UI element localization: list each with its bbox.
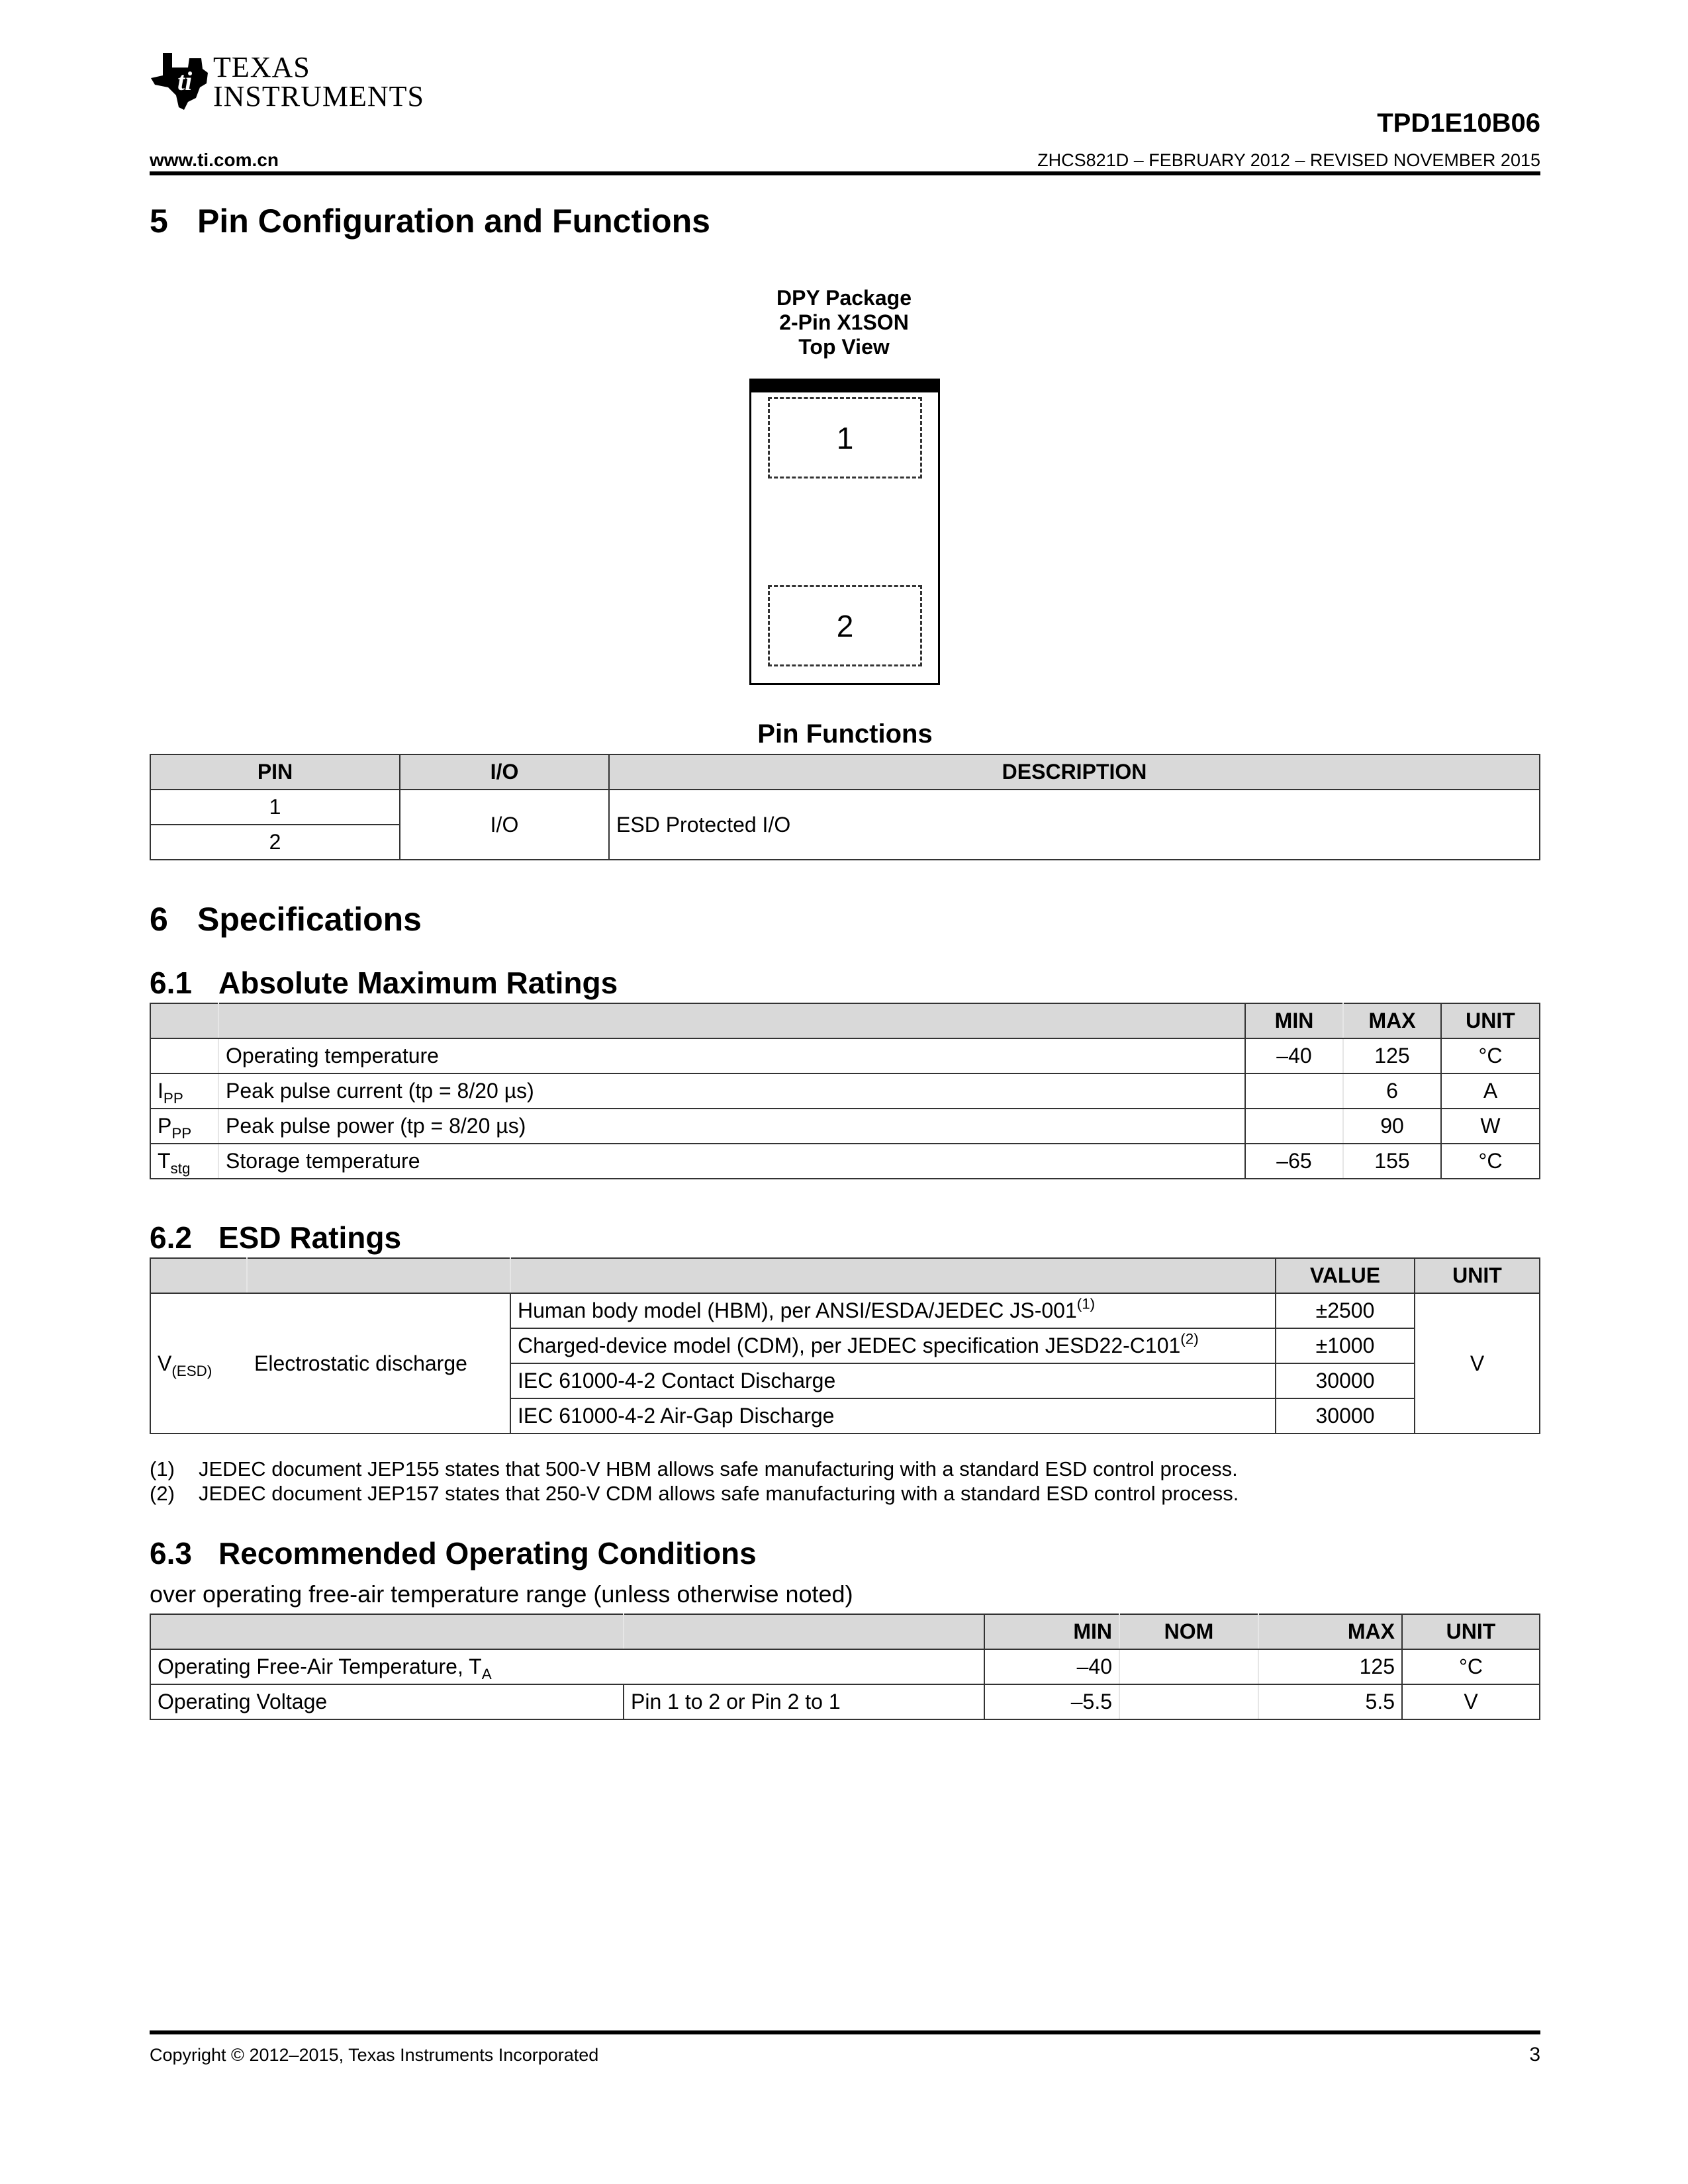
pin-functions-title: Pin Functions	[757, 719, 933, 749]
min-value	[1245, 1109, 1343, 1144]
col-header-pin: PIN	[150, 754, 400, 790]
page-number: 3	[1529, 2044, 1540, 2066]
parameter: Operating temperature	[218, 1038, 1245, 1073]
unit: °C	[1402, 1649, 1540, 1684]
col-header-min: MIN	[984, 1614, 1119, 1649]
footer-divider	[150, 2030, 1540, 2034]
nom-value	[1119, 1684, 1258, 1719]
section-6-heading: 6 Specifications	[150, 901, 422, 938]
esd-symbol: $V_{(ESD)}$	[150, 1293, 247, 1433]
col-header-nom: NOM	[1119, 1614, 1258, 1649]
max-value: 90	[1343, 1109, 1441, 1144]
unit: W	[1441, 1109, 1540, 1144]
symbol: $I_{PP}$	[150, 1073, 218, 1109]
table-row	[150, 1038, 1540, 1073]
pin-pad-1: 1	[768, 397, 922, 478]
footnote-1: (1) JEDEC document JEP155 states that 500-V HBM allows safe manufacturing with a standard ESD control process.	[150, 1457, 1238, 1480]
nom-value	[1119, 1649, 1258, 1684]
pin-number: 1	[150, 790, 400, 825]
document-id: ZHCS821D – FEBRUARY 2012 – REVISED NOVEMBER 2015	[1037, 150, 1540, 170]
part-number: TPD1E10B06	[1377, 109, 1540, 138]
esd-condition: IEC 61000-4-2 Air-Gap Discharge	[510, 1398, 1276, 1433]
max-value: 125	[1258, 1649, 1402, 1684]
table-row	[150, 1109, 1540, 1144]
table-row	[150, 1684, 1540, 1719]
table-row	[150, 1073, 1540, 1109]
table-row	[150, 790, 1540, 825]
esd-value: ±1000	[1276, 1328, 1415, 1363]
brand-line-1: TEXAS	[213, 51, 310, 83]
col-header-min: MIN	[1245, 1003, 1343, 1038]
unit: °C	[1441, 1038, 1540, 1073]
max-value: 155	[1343, 1144, 1441, 1179]
pin-number: 2	[150, 825, 400, 860]
unit: V	[1402, 1684, 1540, 1719]
min-value	[1245, 1073, 1343, 1109]
ti-logo	[150, 48, 425, 114]
esd-condition: IEC 61000-4-2 Contact Discharge	[510, 1363, 1276, 1398]
col-header-value: VALUE	[1276, 1258, 1415, 1293]
col-header-unit: UNIT	[1441, 1003, 1540, 1038]
esd-unit: V	[1415, 1293, 1540, 1433]
pin1-indicator-bar	[751, 381, 938, 392]
symbol: $P_{PP}$	[150, 1109, 218, 1144]
min-value: –5.5	[984, 1684, 1119, 1719]
footnote-ref[interactable]: (2)	[1180, 1330, 1199, 1347]
parameter: Operating Voltage	[150, 1684, 624, 1719]
max-value: 125	[1343, 1038, 1441, 1073]
table-row	[150, 1144, 1540, 1179]
footnote-ref[interactable]: (1)	[1076, 1295, 1096, 1312]
unit: °C	[1441, 1144, 1540, 1179]
col-header-io: I/O	[400, 754, 609, 790]
parameter: Peak pulse power (tp = 8/20 µs)	[218, 1109, 1245, 1144]
absolute-maximum-ratings-table	[150, 1003, 1540, 1179]
table-row	[150, 1649, 1540, 1684]
section-6-1-heading: 6.1 Absolute Maximum Ratings	[150, 966, 618, 1000]
pin-functions-table	[150, 754, 1540, 860]
col-header-unit: UNIT	[1415, 1258, 1540, 1293]
col-header-description: DESCRIPTION	[609, 754, 1540, 790]
conditions-note: over operating free-air temperature range (unless otherwise noted)	[150, 1580, 853, 1608]
symbol: $T_{stg}$	[150, 1144, 218, 1179]
package-diagram	[749, 379, 940, 685]
ti-texas-logo-icon	[150, 49, 211, 110]
max-value: 5.5	[1258, 1684, 1402, 1719]
pin-description: ESD Protected I/O	[609, 790, 1540, 860]
package-caption: DPY Package 2-Pin X1SON Top View	[776, 286, 912, 359]
esd-condition: Charged-device model (CDM), per JEDEC specification JESD22-C101$^{(2)}$	[510, 1328, 1276, 1363]
min-value: –65	[1245, 1144, 1343, 1179]
col-header-max: MAX	[1343, 1003, 1441, 1038]
section-5-heading: 5 Pin Configuration and Functions	[150, 203, 710, 240]
parameter: Operating Free-Air Temperature, $T_A$	[150, 1649, 984, 1684]
esd-value: 30000	[1276, 1398, 1415, 1433]
unit: A	[1441, 1073, 1540, 1109]
col-header-max: MAX	[1258, 1614, 1402, 1649]
pin-io: I/O	[400, 790, 609, 860]
section-6-3-heading: 6.3 Recommended Operating Conditions	[150, 1536, 757, 1570]
brand-line-2: INSTRUMENTS	[213, 80, 425, 113]
test-condition: Pin 1 to 2 or Pin 2 to 1	[624, 1684, 984, 1719]
col-header-unit: UNIT	[1402, 1614, 1540, 1649]
esd-ratings-table	[150, 1257, 1540, 1434]
table-row	[150, 1293, 1540, 1328]
section-6-2-heading: 6.2 ESD Ratings	[150, 1220, 402, 1255]
esd-value: 30000	[1276, 1363, 1415, 1398]
esd-condition: Human body model (HBM), per ANSI/ESDA/JEDEC JS-001$^{(1)}$	[510, 1293, 1276, 1328]
min-value: –40	[984, 1649, 1119, 1684]
pin-pad-2: 2	[768, 585, 922, 666]
esd-value: ±2500	[1276, 1293, 1415, 1328]
footnote-2: (2) JEDEC document JEP157 states that 250-V CDM allows safe manufacturing with a standard ESD control process.	[150, 1482, 1239, 1505]
copyright: Copyright © 2012–2015, Texas Instruments Incorporated	[150, 2045, 599, 2065]
min-value: –40	[1245, 1038, 1343, 1073]
header-divider	[150, 171, 1540, 175]
parameter: Storage temperature	[218, 1144, 1245, 1179]
parameter: Peak pulse current (tp = 8/20 µs)	[218, 1073, 1245, 1109]
symbol	[150, 1038, 218, 1073]
svg-text:ti: ti	[177, 66, 193, 96]
max-value: 6	[1343, 1073, 1441, 1109]
website-link[interactable]: www.ti.com.cn	[150, 150, 279, 170]
esd-parameter: Electrostatic discharge	[247, 1293, 510, 1433]
recommended-operating-conditions-table	[150, 1614, 1540, 1720]
